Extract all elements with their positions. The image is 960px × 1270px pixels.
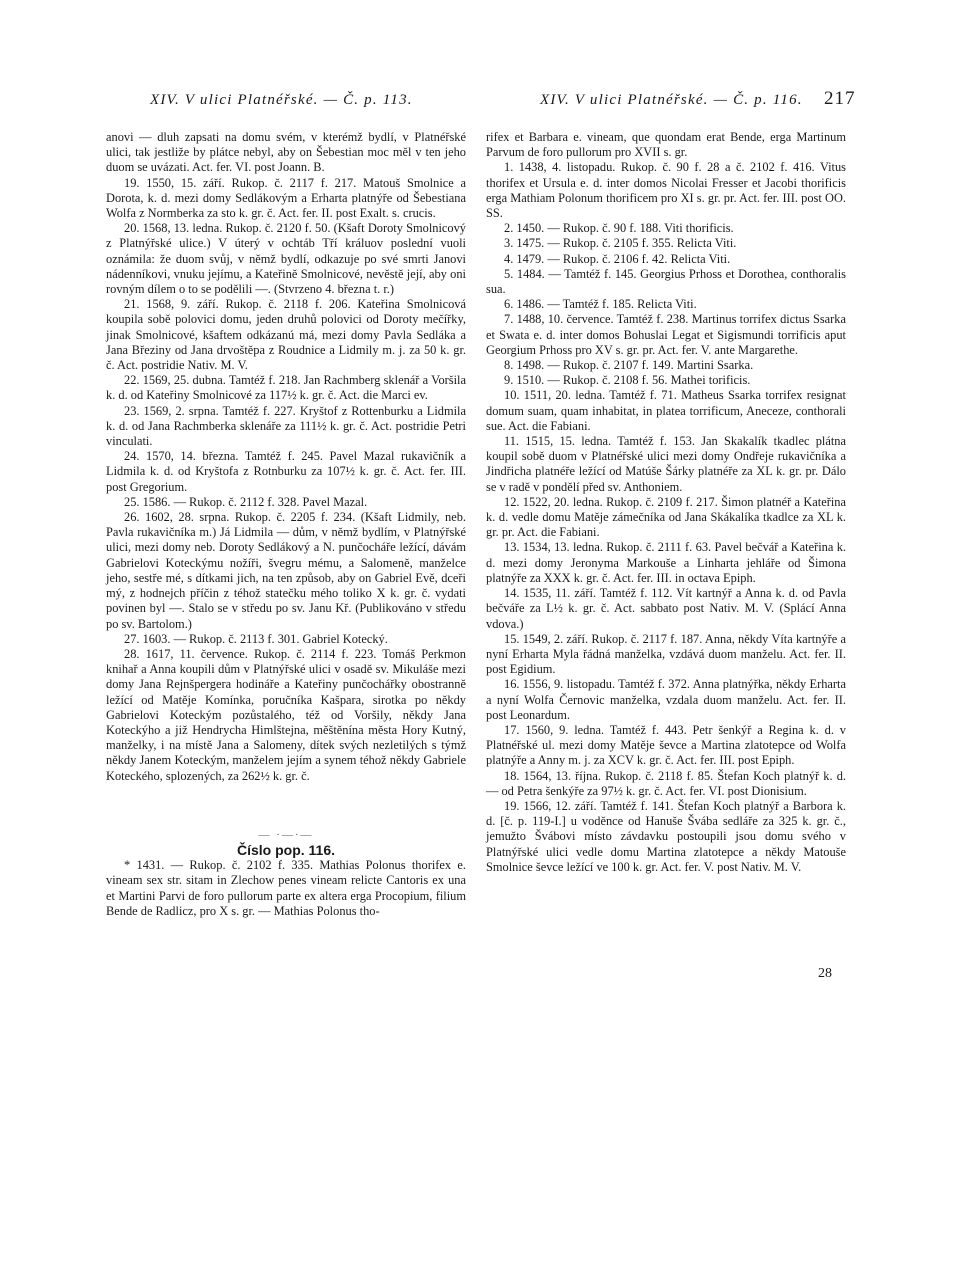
section-divider: — ·—·—: [258, 828, 314, 841]
section-title: Číslo pop. 116.: [236, 841, 336, 858]
paragraph: anovi — dluh zapsati na domu svém, v kterémž bydlí, v Platnéřské ulici, tak jestliže by plátce nebyl, aby on Šebestian moc měl v ten jeho duom se uvázati. Act. fer. VI. post Joann. B.: [106, 130, 466, 175]
paragraph: 6. 1486. — Tamtéž f. 185. Relicta Viti.: [504, 297, 697, 312]
paragraph: 7. 1488, 10. července. Tamtéž f. 238. Martinus torrifex dictus Ssarka et Swata e. d. inter domos Bohuslai Legat et Sigismundi torrificis aput Georgium Prhoss pro XV s. gr. pr. Act. fer. V. ante Margarethe.: [486, 312, 846, 357]
paragraph: 8. 1498. — Rukop. č. 2107 f. 149. Martini Ssarka.: [504, 358, 754, 373]
paragraph: 19. 1566, 12. září. Tamtéž f. 141. Štefan Koch platnýř a Barbora k. d. [č. p. 119-I.] u voděnce od Hanuše Švába sedláře za 325 k. gr. č., jemužto Švábovi místo závdavku postoupili jsou domu svého v Platnýřské ulici vedle domu Martina zlatotepce a někdy Matouše Smolnice ševce ležící ve 100 k. gr. Act. fer. V. post Nativ. M. V.: [486, 798, 846, 874]
paragraph: 3. 1475. — Rukop. č. 2105 f. 355. Relicta Viti.: [504, 236, 737, 251]
paragraph: 1. 1438, 4. listopadu. Rukop. č. 90 f. 28 a č. 2102 f. 416. Vitus thorifex et Ursula e. d. inter domos Nicolai Fresser et Jacobi thorificis erga Mathiam Polonum thorificem pro XI s. gr. pr. Act. fer. III. post OO. SS.: [486, 160, 846, 221]
paragraph: 2. 1450. — Rukop. č. 90 f. 188. Viti thorificis.: [504, 221, 734, 236]
paragraph: 14. 1535, 11. září. Tamtéž f. 112. Vít kartnýř a Anna k. d. od Pavla bečváře za L½ k. gr. č. Act. sabbato post Nativ. M. V. (Splácí Anna vdova.): [486, 586, 846, 631]
paragraph: 28. 1617, 11. července. Rukop. č. 2114 f. 223. Tomáš Perkmon knihař a Anna koupili dům v Platnýřské ulici v osadě sv. Mikuláše mezi domy Jana Rejnšpergera hodináře a Kateřiny punčochářky obostranně ležící od Matěje Komínka, poručníka Kašpara, sirotka po někdy Gabrielovi Koteckým pozůstalého, též od Voršily, někdy Jana Koteckýho a již Hendrycha Himlštejna, měštěnína města Hory Kutný, manželky, i na místě Jana a Salomeny, dítek svých nezletilých s týmž někdy Janem Koteckým, manželem jejím a synem téhož někdy Gabriele Koteckého, splozených, za 262½ k. gr. č.: [106, 646, 466, 783]
paragraph: 16. 1556, 9. listopadu. Tamtéž f. 372. Anna platnýřka, někdy Erharta a nyní Wolfa Černovic manželka, vzdala duom manželu. Act. fer. II. post Leonardum.: [486, 677, 846, 722]
paragraph: 11. 1515, 15. ledna. Tamtéž f. 153. Jan Skakalík tkadlec plátna koupil sobě duom v Platnéřské ulici mezi domy Ondřeje rukavičníka a Jindřicha platnéře ležící od Matúše Šárky platnéře za XL k. gr. pr. Dálo se v radě v pondělí před sv. Anthoniem.: [486, 434, 846, 494]
paragraph: * 1431. — Rukop. č. 2102 f. 335. Mathias Polonus thorifex e. vineam sex str. sitam in Zlechow penes vineam relicte Cantoris ex una et Martini Parvi de foro pullorum parte ex altera erga Procopium, filium Bende de Radlicz, pro X s. gr. — Mathias Polonus tho-: [106, 858, 466, 918]
paragraph: 13. 1534, 13. ledna. Rukop. č. 2111 f. 63. Pavel bečvář a Kateřina k. d. mezi domy Jeronyma Markouše a Linharta jehláře od Šimona platnýře za XXX k. gr. č. Act. fer. III. in octava Epiph.: [486, 540, 846, 585]
page-number: 217: [824, 88, 856, 109]
paragraph: 9. 1510. — Rukop. č. 2108 f. 56. Mathei torificis.: [504, 373, 751, 388]
right-column: [486, 130, 846, 875]
paragraph: 12. 1522, 20. ledna. Rukop. č. 2109 f. 217. Šimon platnéř a Kateřina k. d. vedle domu Matěje zámečníka od Jana Skákalíka tkadlce za XL k. gr. pr. Act. die Fabiani.: [486, 494, 846, 540]
paragraph: 5. 1484. — Tamtéž f. 145. Georgius Prhoss et Dorothea, conthoralis sua.: [486, 266, 846, 297]
left-column: [106, 130, 466, 919]
paragraph: 17. 1560, 9. ledna. Tamtéž f. 443. Petr šenkýř a Regina k. d. v Platnéřské ul. mezi domy Matěje ševce a Martina zlatotepce od Wolfa platnýře a Anny m. j. za XCV k. gr. č. Act. fer. III. post Epiph.: [486, 722, 846, 768]
paragraph: 27. 1603. — Rukop. č. 2113 f. 301. Gabriel Kotecký.: [124, 631, 388, 646]
paragraph: 10. 1511, 20. ledna. Tamtéž f. 71. Matheus Ssarka torrifex resignat domum suam, quam inhabitat, in platea torrificum, Aneceze, conthorali sue. Act. die Fabiani.: [486, 388, 846, 433]
paragraph: 19. 1550, 15. září. Rukop. č. 2117 f. 217. Matouš Smolnice a Dorota, k. d. mezi domy Sedlákovým a Erharta platnýře od Šebestiana Wolfa z Normberka za sto k. gr. č. Act. fer. II. post Exalt. s. crucis.: [106, 175, 466, 221]
paragraph: 24. 1570, 14. března. Tamtéž f. 245. Pavel Mazal rukavičník a Lidmila k. d. od Kryštofa z Rotnburku za 107½ k. gr. č. Act. fer. III. post Gregorium.: [106, 449, 466, 494]
paragraph: 26. 1602, 28. srpna. Rukop. č. 2205 f. 234. (Kšaft Lidmily, neb. Pavla rukavičníka m.) Já Lidmila — dům, v němž bydlím, v Platnýřské ulici, mezi domy neb. Doroty Sedlákový a N. punčocháře ležící, dávám Gabrielovi Koteckýmu nožíři, švegru mému, a Salomeně, manželce jeho, sestře mé, s dítkami jich, na ten způsob, aby on Gabriel Evě, dceři mý, z hodnejch příčin z téhož statečku mého toliko X k. gr. č. vydati povinen byl —. Stalo se v středu po sv. Janu Kř. (Publikováno v středu po sv. Bartolom.): [106, 510, 466, 631]
header-right: XIV. V ulici Platnéřské. — Č. p. 116.: [540, 92, 803, 108]
paragraph: 15. 1549, 2. září. Rukop. č. 2117 f. 187. Anna, někdy Víta kartnýře a nyní Erharta Myla řádná manželka, vzdává duom manželu. Act. fer. II. post Egidium.: [486, 631, 846, 677]
paragraph: 20. 1568, 13. ledna. Rukop. č. 2120 f. 50. (Kšaft Doroty Smolnicový z Platnýřské ulice.) V úterý v ochtáb Tří králuov poslední vuoli oznámila: že duom svůj, v němž bydlí, odkazuje po své smrti Janovi nádenníkovi, vnuku jejímu, a Kateřině Smolnicové, nevěstě její, aby oni rovným dílem o to se podělili —. (Stvrzeno 4. března t. r.): [106, 221, 466, 297]
paragraph: 18. 1564, 13. října. Rukop. č. 2118 f. 85. Štefan Koch platnýř k. d. — od Petra šenkýře za 97½ k. gr. č. Act. fer. VI. post Dionisium.: [486, 768, 846, 798]
signature-mark: 28: [818, 966, 832, 981]
paragraph: 23. 1569, 2. srpna. Tamtéž f. 227. Kryštof z Rottenburku a Lidmila k. d. od Jana Rachmberka sklenáře za 111½ k. gr. č. Act. postridie Petri vinculati.: [106, 403, 466, 449]
paragraph: rifex et Barbara e. vineam, que quondam erat Bende, erga Martinum Parvum de foro pullorum pro XVII s. gr.: [486, 130, 846, 160]
running-header: [0, 88, 960, 114]
paragraph: 22. 1569, 25. dubna. Tamtéž f. 218. Jan Rachmberg sklenář a Voršila k. d. od Kateřiny Smolnicové za 117½ k. gr. č. Act. die Marci ev.: [106, 373, 466, 403]
paragraph: 4. 1479. — Rukop. č. 2106 f. 42. Relicta Viti.: [504, 251, 731, 266]
header-left: XIV. V ulici Platnéřské. — Č. p. 113.: [150, 92, 413, 108]
paragraph: 25. 1586. — Rukop. č. 2112 f. 328. Pavel Mazal.: [124, 494, 368, 509]
paragraph: 21. 1568, 9. září. Rukop. č. 2118 f. 206. Kateřina Smolnicová koupila sobě polovici domu, jeden druhů polovici od Doroty mečířky, jinak Smolnicové, kšaftem odkázanú má, mezi domy Pavla Sedláka a Jana Březiny od Jana drvoštěpa z Roudnice a Lidmily m. j. za 50 k. gr. č. Act. postridie Nativ. M. V.: [106, 297, 466, 373]
